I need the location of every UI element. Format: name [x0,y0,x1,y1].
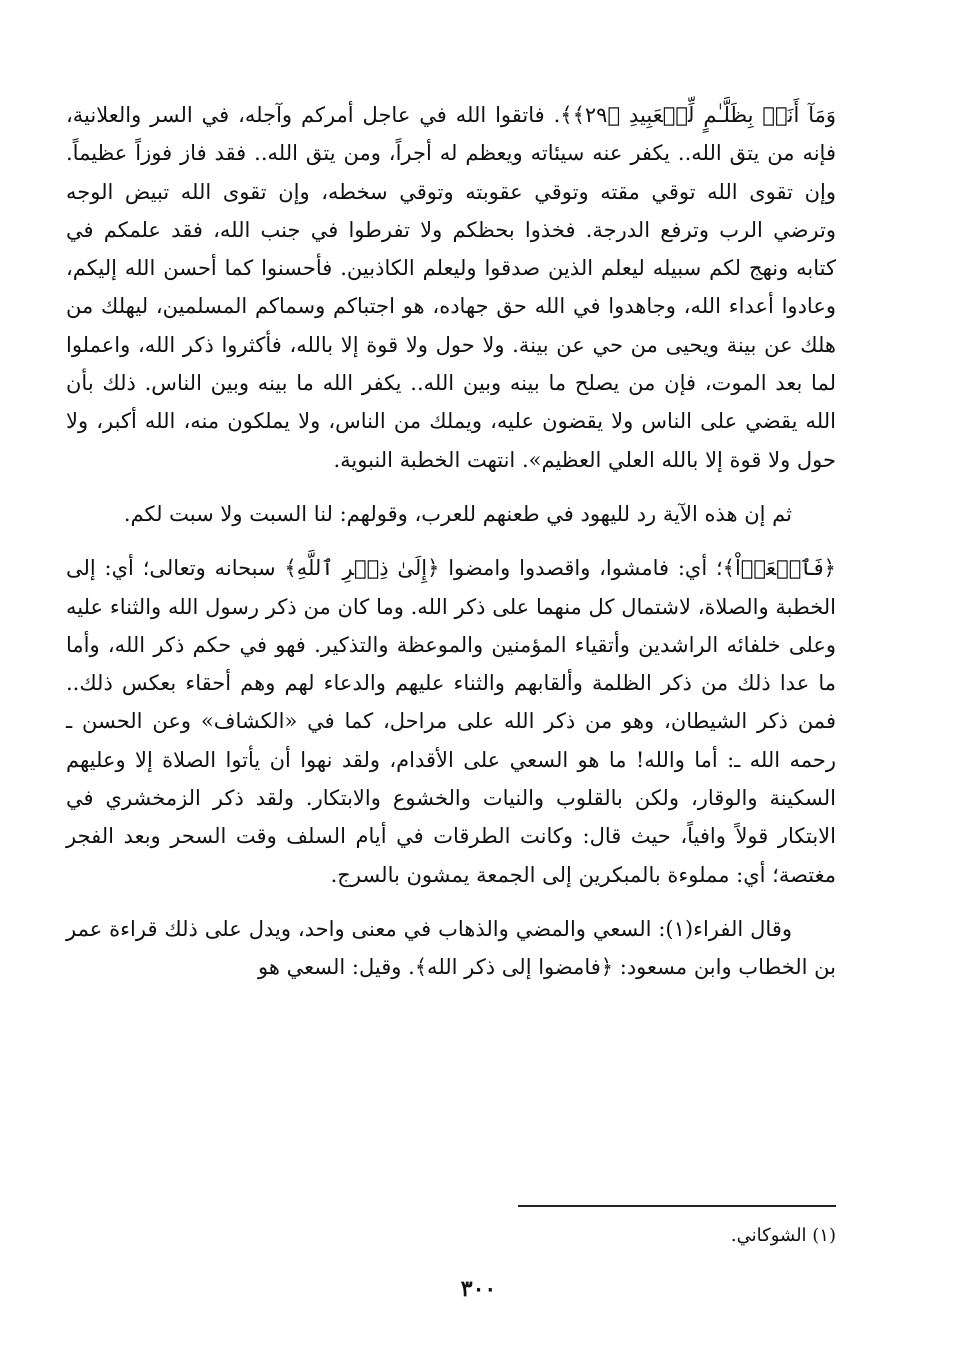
paragraph-gap [66,479,836,495]
paragraph-jews-reply: ثم إن هذه الآية رد لليهود في طعنهم للعرب، وقولهم: لنا السبت ولا سبت لكم. [123,501,792,526]
page-body [66,96,836,987]
page-number: ٣٠٠ [460,1276,497,1302]
paragraph-farra: وقال الفراء(١): السعي والمضي والذهاب في معنى واحد، ويدل على ذلك قراءة عمر بن الخطاب وابن مسعود: ﴿فامضوا إلى ذكر الله﴾. وقيل: السعي هو [66,916,836,980]
paragraph-gap [66,533,836,549]
footnote-divider [518,1205,836,1207]
paragraph-gap [66,894,836,910]
paragraph-khutbah: وَمَآ أَنَا۠ بِظَلَّـٰمٍ لِّلۡعَبِيدِ ﴿٢٩﴾﴾. فاتقوا الله في عاجل أمركم وآجله، في السر والعلانية، فإنه من يتق الله.. يكفر عنه سيئاته ويعظم له أجراً، ومن يتق الله.. فقد فاز فوزاً عظيماً. وإن تقوى الله توقي مقته وتوقي عقوبته وتوقي سخطه، وإن تقوى الله تبيض الوجه وترضي الرب وترفع الدرجة. فخذوا بحظكم ولا تفرطوا في جنب الله، فقد علمكم في كتابه ونهج لكم سبيله ليعلم الذين صدقوا وليعلم الكاذبين. فأحسنوا كما أحسن الله إليكم، وعادوا أعداء الله، وجاهدوا في الله حق جهاده، هو اجتباكم وسماكم المسلمين، ليهلك من هلك عن بينة ويحيى من حي عن بينة. ولا حول ولا قوة إلا بالله، فأكثروا ذكر الله، واعملوا لما بعد الموت، فإن من يصلح ما بينه وبين الله.. يكفر الله ما بينه وبين الناس. ذلك بأن الله يقضي على الناس ولا يقضون عليه، ويملك من الناس، ولا يملكون منه، الله أكبر، ولا حول ولا قوة إلا بالله العلي العظيم». انتهت الخطبة النبوية. [66,103,836,472]
paragraph-fasaw: ﴿فَٱسۡعَوۡاْ﴾؛ أي: فامشوا، واقصدوا وامضوا ﴿إِلَىٰ ذِكۡرِ ٱللَّهِ﴾ سبحانه وتعالى؛ أي: إلى الخطبة والصلاة، لاشتمال كل منهما على ذكر الله. وما كان من ذكر رسول الله والثناء عليه وعلى خلفائه الراشدين وأتقياء المؤمنين والموعظة والتذكير. فهو في حكم ذكر الله، وأما ما عدا ذلك من ذكر الظلمة وألقابهم والثناء عليهم والدعاء لهم وهم أحقاء بعكس ذلك.. فمن ذكر الشيطان، وهو من ذكر الله على مراحل، كما في «الكشاف» وعن الحسن ـ رحمه الله ـ: أما والله! ما هو السعي على الأقدام، ولقد نهوا أن يأتوا الصلاة إلا وعليهم السكينة والوقار، ولكن بالقلوب والنيات والخشوع والابتكار. ولقد ذكر الزمخشري في الابتكار قولاً وافياً، حيث قال: وكانت الطرقات في أيام السلف وقت السحر وبعد الفجر مغتصة؛ أي: مملوءة بالمبكرين إلى الجمعة يمشون بالسرج. [66,556,836,887]
footnote: (١) الشوكاني. [730,1225,836,1246]
